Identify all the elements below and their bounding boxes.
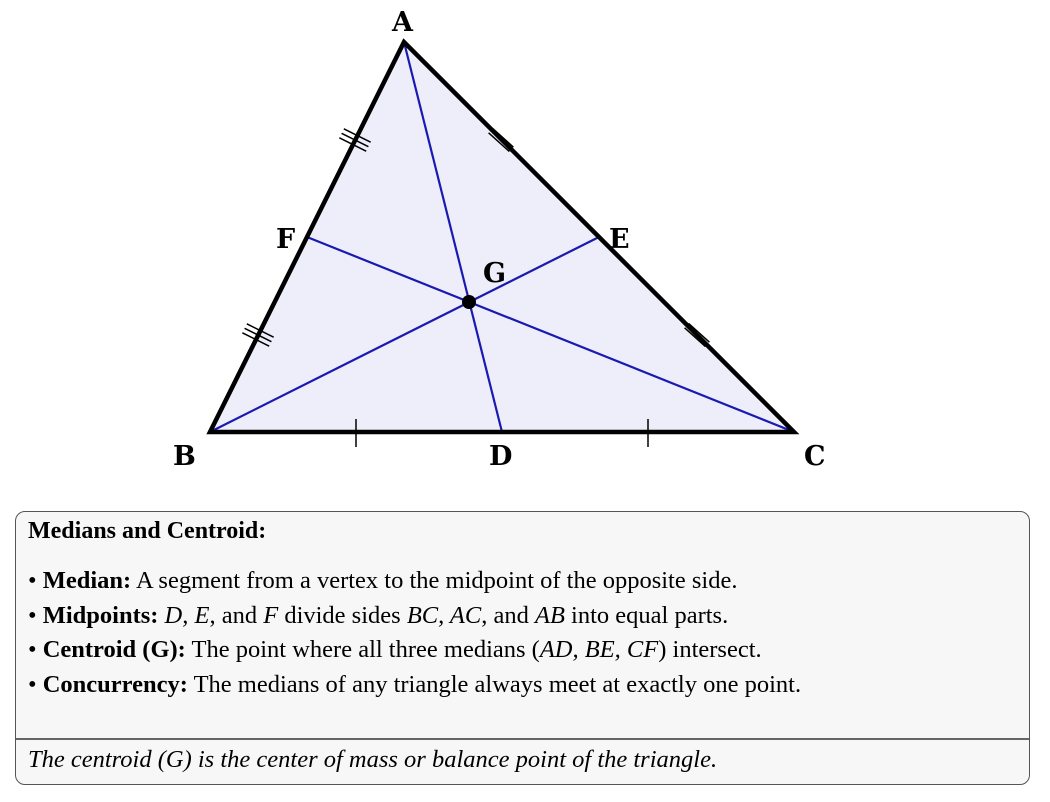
info-footer: The centroid (G) is the center of mass or balance point of the triangle. [28, 746, 718, 773]
term-median: Median: [42, 567, 132, 594]
text-part: The point where all three medians ( [191, 636, 540, 663]
text-part: , and [481, 601, 535, 629]
bullet: • [28, 567, 43, 594]
label-D: D [489, 441, 513, 472]
info-item-median [28, 564, 1019, 599]
bullet: • [28, 670, 43, 698]
term-concurrency: Concurrency: [42, 670, 188, 698]
label-E: E [609, 224, 630, 255]
desc-concurrency: The medians of any triangle always meet at exactly one point. [193, 670, 802, 698]
info-box [15, 511, 1030, 785]
term-midpoints: Midpoints: [42, 601, 159, 629]
label-A: A [392, 7, 413, 38]
info-title: Medians and Centroid: [28, 518, 267, 544]
bullet: • [28, 636, 43, 663]
label-B: B [173, 441, 196, 472]
info-list [28, 564, 1019, 702]
math-DE: D, E [164, 601, 210, 629]
text-part: ) intersect. [658, 636, 762, 663]
info-item-centroid [28, 633, 1019, 668]
info-item-midpoints [28, 599, 1019, 634]
math-BC-AC: BC, AC [406, 601, 482, 629]
text-part: divide sides [278, 601, 407, 629]
math-AB: AB [534, 601, 565, 629]
label-G: G [483, 258, 507, 289]
text-part: , and [209, 601, 264, 629]
label-F: F [276, 224, 296, 255]
info-item-concurrency [28, 668, 1019, 703]
triangle-fill [210, 42, 794, 432]
label-C: C [804, 441, 826, 472]
info-divider [16, 738, 1029, 740]
term-centroid: Centroid (G): [42, 636, 186, 663]
math-medians: AD, BE, CF [539, 636, 659, 663]
centroid-point [462, 295, 476, 309]
math-F: F [263, 601, 279, 629]
bullet: • [28, 601, 43, 629]
desc-median: A segment from a vertex to the midpoint of the opposite side. [135, 567, 738, 594]
text-part: into equal parts. [564, 601, 729, 629]
